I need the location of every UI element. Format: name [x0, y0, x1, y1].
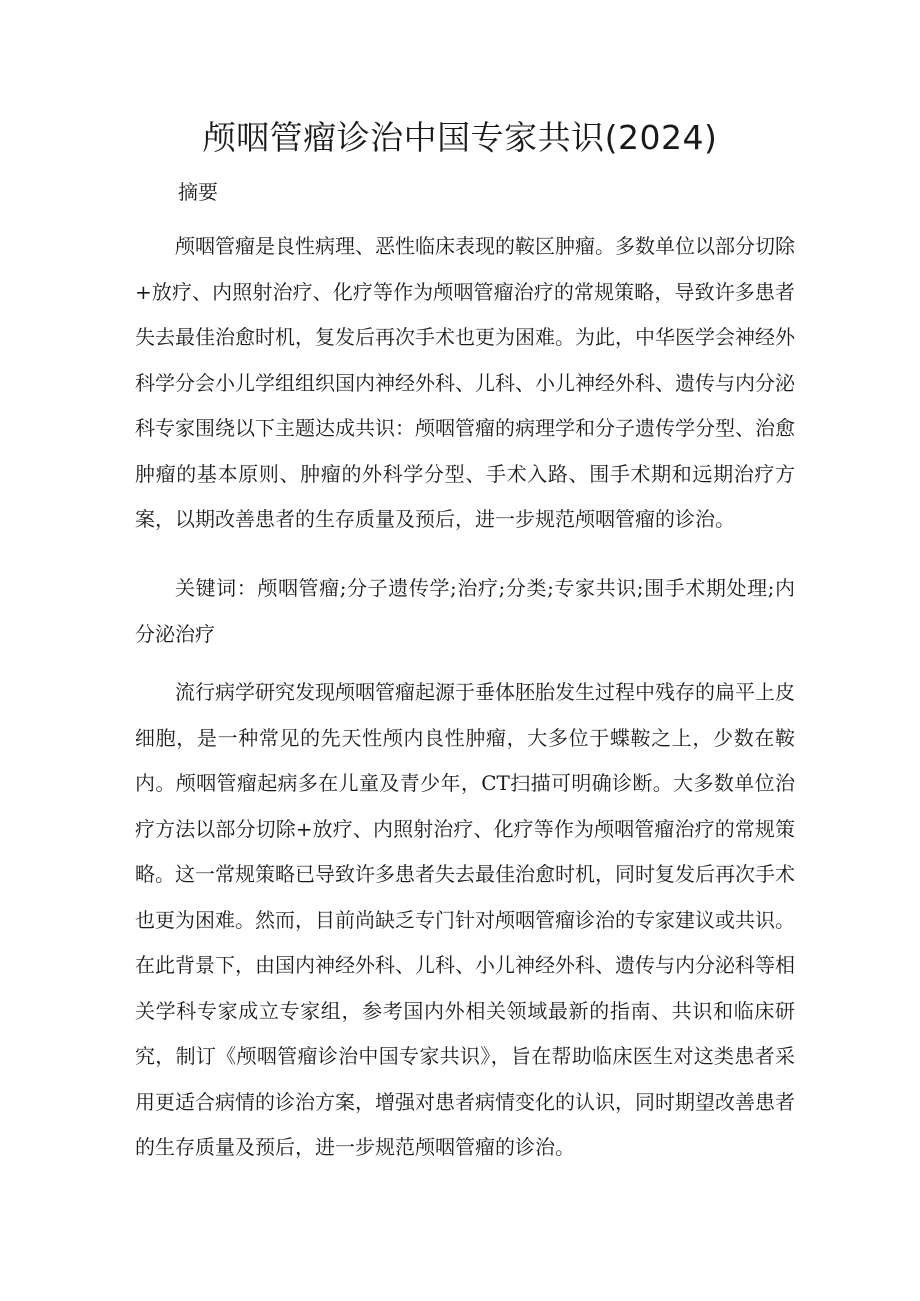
abstract-paragraph: 颅咽管瘤是良性病理、恶性临床表现的鞍区肿瘤。多数单位以部分切除+放疗、内照射治疗、化疗等作为颅咽管瘤治疗的常规策略，导致许多患者失去最佳治愈时机，复发后再次手术也更为困难。为此，中华医学会神经外科学分会小儿学组组织国内神经外科、儿科、小儿神经外科、遗传与内分泌科专家围绕以下主题达成共识：颅咽管瘤的病理学和分子遗传学分型、治愈肿瘤的基本原则、肿瘤的外科学分型、手术入路、围手术期和远期治疗方案，以期改善患者的生存质量及预后，进一步规范颅咽管瘤的诊治。: [135, 234, 795, 531]
keywords-paragraph: 关键词：颅咽管瘤;分子遗传学;治疗;分类;专家共识;围手术期处理;内分泌治疗: [135, 576, 795, 646]
abstract-heading: 摘要: [178, 180, 218, 204]
introduction-paragraph: 流行病学研究发现颅咽管瘤起源于垂体胚胎发生过程中残存的扁平上皮细胞，是一种常见的先天性颅内良性肿瘤，大多位于蝶鞍之上，少数在鞍内。颅咽管瘤起病多在儿童及青少年，CT扫描可明确诊断。大多数单位治疗方法以部分切除+放疗、内照射治疗、化疗等作为颅咽管瘤治疗的常规策略。这一常规策略已导致许多患者失去最佳治愈时机，同时复发后再次手术也更为困难。然而，目前尚缺乏专门针对颅咽管瘤诊治的专家建议或共识。在此背景下，由国内神经外科、儿科、小儿神经外科、遗传与内分泌科等相关学科专家成立专家组，参考国内外相关领域最新的指南、共识和临床研究，制订《颅咽管瘤诊治中国专家共识》，旨在帮助临床医生对这类患者采用更适合病情的诊治方案，增强对患者病情变化的认识，同时期望改善患者的生存质量及预后，进一步规范颅咽管瘤的诊治。: [135, 680, 795, 1159]
document-title: 颅咽管瘤诊治中国专家共识(2024): [202, 118, 718, 157]
